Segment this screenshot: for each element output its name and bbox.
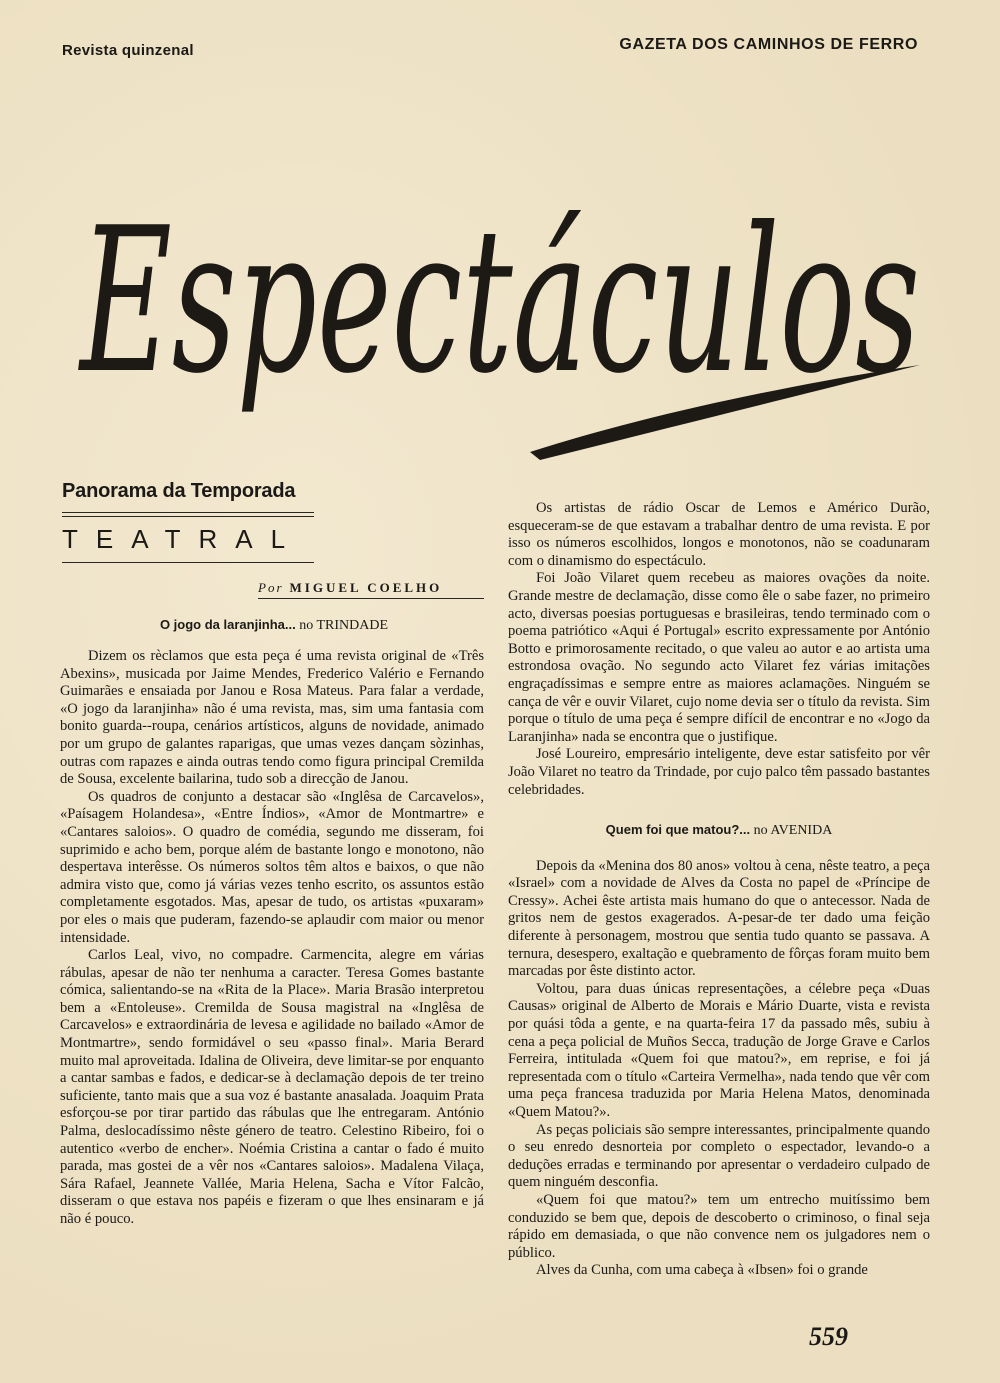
column-left	[60, 648, 484, 1229]
article2-title-rest: no AVENIDA	[753, 823, 833, 839]
title-rule	[62, 562, 314, 563]
paragraph: «Quem foi que matou?» tem um entrecho muitíssimo bem conduzido se bem que, depois de descoberto o criminoso, o final seja rápido em demasiada, o que não convence nem os julgadores nem o público.	[508, 1191, 930, 1261]
paragraph: Voltou, para duas únicas representações, a célebre peça «Duas Causas» original de Alberto de Morais e Mário Duarte, vista e revista por quási tôda a gente, e na quarta-feira 17 da passado mês, subiu à cena a peça policial de Muños Secca, tradução de Jorge Grave e Carlos Ferreira, intitulada «Quem foi que matou?», em reprise, e foi já representada com o título «Carteira Vermelha», nada tendo que vêr com uma peça francesa traduzida por Maria Helena Matos, denominada «Quem Matou?».	[508, 980, 930, 1120]
article2-title-bold: Quem foi que matou?...	[605, 822, 751, 838]
paragraph: Foi João Vilaret quem recebeu as maiores ovações da noite. Grande mestre de declamação, disse como êle o sabe fazer, no primeiro acto, diversas poesias portuguesas e brasileiras, tendo terminado com o poema patriótico «Aqui é Portugal» escrito expressamente por António Botto e primorosamente recitado, o que valeu ao autor e ao artista uma estrondosa ovação. No segundo acto Vilaret fez várias imitações engraçadíssimas e sempre entre as maiores aclamações. Ninguém se cança de vêr e ouvir Vilaret, cujo nome devia ser o título da revista. Sim porque o título de uma peça é sempre difícil de encontrar e no «Jogo da Laranjinha» nada se encontra que o justifique.	[508, 570, 930, 745]
paragraph: Carlos Leal, vivo, no compadre. Carmencita, alegre em várias rábulas, apesar de não ter nenhuma a caracter. Teresa Gomes bastante cómica, salientando-se na «Rita de la Place». Maria Brasão interpretou bem a «Entoleuse». Cremilda de Sousa magistral na «Inglêsa de Carcavelos» e extraordinária de levesa e agilidade no bailado «Amor de Montmartre», sendo formidável o seu «passo final». Maria Berard muito mal aproveitada. Idalina de Oliveira, deve limitar-se por enquanto a cantar sambas e fados, e dedicar-se à declamação depois de ter treino suficiente, tanto mais que a sua voz é bastante anasalada. Joaquim Prata esforçou-se por tirar partido das rábulas que lhe entregaram. António Palma, deslocadíssimo nêste género de teatro. Celestino Ribeiro, foi o autentico «verbo de encher». Noémia Cristina a cantar o fado é muito parada, mas gostei de a vêr nos «Cantares saloios». Madalena Vilaça, Sára Rafael, Jeannete Vallée, Maria Helena, Sacha e Vítor Falcão, disseram o que estava nos papéis e fizeram o que lhes ensinaram e já não é pouco.	[60, 947, 484, 1227]
section-title: TEATRAL	[62, 524, 304, 554]
byline-prefix: Por	[258, 580, 284, 595]
header-right: GAZETA DOS CAMINHOS DE FERRO	[619, 36, 918, 53]
byline	[258, 580, 442, 596]
column-right	[508, 500, 930, 1280]
article1-heading	[62, 617, 486, 634]
kicker-rule-top	[62, 512, 314, 513]
section-kicker: Panorama da Temporada	[62, 480, 296, 502]
paragraph: Dizem os rèclamos que esta peça é uma revista original de «Três Abexins», musicada por Jaime Mendes, Frederico Valério e Fernando Guimarães e ensaiada por Janou e Rosa Mateus. Para falar a verdade, «O jogo da laranjinha» não é uma revista, mas, sim uma fantasia com bonito guarda--roupa, cenários artísticos, alguns de novidade, animado por um grupo de galantes raparigas, que umas vezes dançam sòzinhas, outras com rapazes e ainda outras tendo como figura principal Cremilda de Sousa, excelente bailarina, tudo sob a direcção de Janou.	[60, 648, 484, 788]
paragraph: As peças policiais são sempre interessantes, principalmente quando o seu enredo desnorteia por completo o espectador, levando-o a deduções erradas e terminando por apresentar o verdadeiro culpado de quem ninguém desconfia.	[508, 1121, 930, 1191]
byline-rule	[258, 598, 484, 599]
paragraph: Os artistas de rádio Oscar de Lemos e Américo Durão, esqueceram-se de que estavam a trabalhar dentro de uma revista. E por isso os números escolhidos, longos e monotonos, não se coadunaram com o dinamismo do espectáculo.	[508, 500, 930, 569]
page-number: 559	[809, 1322, 848, 1351]
header-left: Revista quinzenal	[62, 42, 194, 59]
paragraph: Os quadros de conjunto a destacar são «Inglêsa de Carcavelos», «Paísagem Holandesa», «Entre Índios», «Amor de Montmartre» e «Cantares saloios». O quadro de comédia, segundo me disseram, foi suprimido e acho bem, porque além de bastante longo e monotono, não despertava interêsse. Os números soltos têm altos e baixos, o que não admira visto que, como já várias vezes tenho escrito, os assuntos estão completamente esgotados. Mas, apesar de tudo, os artistas «puxaram» por eles o mais que puderam, fazendo-se aplaudir com maior ou menor intensidade.	[60, 788, 484, 946]
masthead-script-text: Espectáculos	[77, 185, 920, 418]
article1-title-rest: no TRINDADE	[299, 618, 389, 633]
byline-author: MIGUEL COELHO	[289, 580, 443, 595]
paragraph: Alves da Cunha, com uma cabeça à «Ibsen» foi o grande	[536, 1262, 868, 1279]
paragraph: Depois da «Menina dos 80 anos» voltou à cena, nêste teatro, a peça «Israel» com a novidade de Alves da Costa no papel de «Príncipe de Cressy». Achei êste artista mais humano do que o antecessor. Nada de gritos nem de gestos exagerados. A-pesar-de ter dado uma feição diferente à personagem, mostrou que sentia tudo quanto se passava. A ternura, desespero, exaltação e quebramento de fôrças foram muito bem marcadas por êste distinto actor.	[508, 857, 930, 980]
masthead-title	[60, 80, 940, 470]
article1-title-bold: O jogo da laranjinha...	[159, 617, 296, 632]
article2-heading	[508, 821, 930, 840]
kicker-rule-bottom	[62, 516, 314, 517]
paragraph: José Loureiro, empresário inteligente, deve estar satisfeito por vêr João Vilaret no teatro da Trindade, por cujo palco têm passado bastantes celebridades.	[508, 746, 930, 798]
